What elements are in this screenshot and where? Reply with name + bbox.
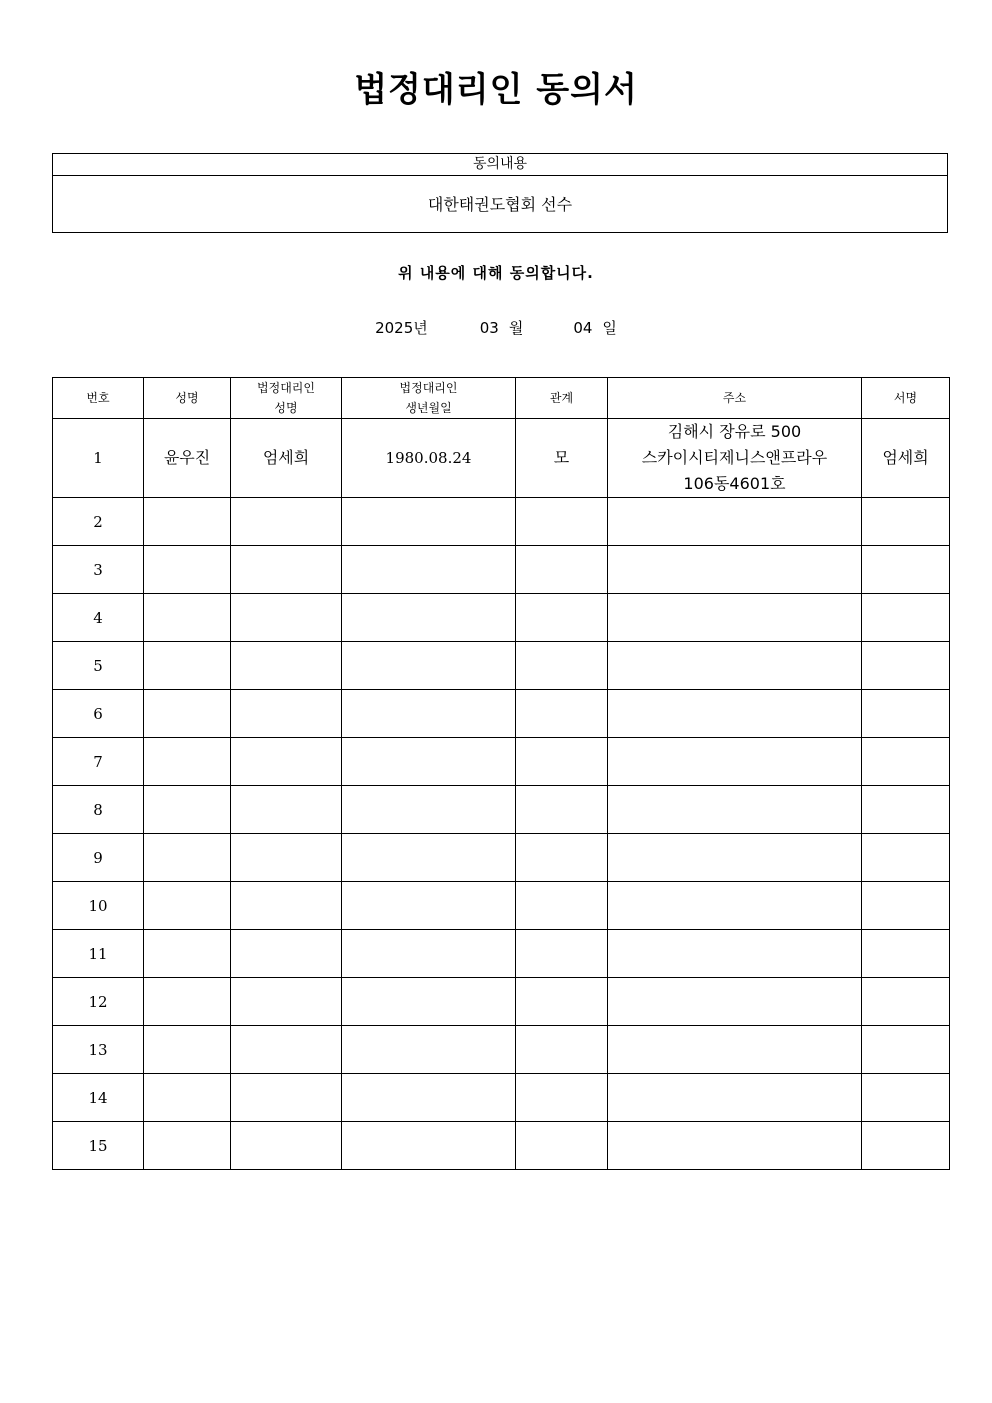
cell-rep-name: [231, 738, 342, 786]
cell-rep-name: [231, 546, 342, 594]
cell-address: [608, 834, 862, 882]
date-day-value: 04: [573, 319, 593, 337]
cell-rep-name: [231, 498, 342, 546]
cell-address: [608, 498, 862, 546]
cell-relation: [516, 642, 608, 690]
address-line: 김해시 장유로 500: [667, 422, 802, 441]
cell-no: 8: [53, 786, 144, 834]
header-address: 주소: [608, 378, 862, 419]
cell-name: [144, 1074, 231, 1122]
cell-relation: [516, 546, 608, 594]
cell-address: [608, 419, 862, 498]
cell-address: [608, 690, 862, 738]
cell-no: 1: [53, 419, 144, 498]
cell-relation: [516, 594, 608, 642]
cell-signature: [862, 1026, 950, 1074]
cell-address: [608, 642, 862, 690]
cell-signature: [862, 834, 950, 882]
consent-content: 대한태권도협회 선수: [427, 195, 573, 214]
cell-signature: [862, 738, 950, 786]
cell-no: 3: [53, 546, 144, 594]
cell-name: [144, 882, 231, 930]
cell-rep-birth: [342, 690, 516, 738]
cell-name: [144, 1026, 231, 1074]
cell-signature: [862, 978, 950, 1026]
cell-rep-birth: [342, 594, 516, 642]
cell-no: 5: [53, 642, 144, 690]
cell-address: [608, 882, 862, 930]
table-row: [53, 882, 950, 930]
cell-address: [608, 1122, 862, 1170]
cell-relation: [516, 834, 608, 882]
cell-rep-birth: [342, 1074, 516, 1122]
table-body: [53, 419, 950, 1170]
cell-rep-name: [231, 1074, 342, 1122]
cell-rep-name: [231, 1026, 342, 1074]
header-rep-name: [231, 378, 342, 419]
cell-rep-name: [231, 882, 342, 930]
cell-relation: [516, 498, 608, 546]
table-row: [53, 546, 950, 594]
cell-rep-birth: [342, 930, 516, 978]
cell-signature: [862, 786, 950, 834]
cell-rep-birth: [342, 642, 516, 690]
cell-relation: 모: [516, 419, 608, 498]
representative-table: [52, 377, 950, 1170]
cell-rep-name: [231, 930, 342, 978]
cell-no: 2: [53, 498, 144, 546]
cell-signature: [862, 642, 950, 690]
cell-relation: [516, 882, 608, 930]
cell-relation: [516, 1026, 608, 1074]
cell-address: [608, 786, 862, 834]
cell-relation: [516, 1122, 608, 1170]
cell-signature: [862, 930, 950, 978]
cell-relation: [516, 690, 608, 738]
cell-name: [144, 834, 231, 882]
cell-signature: [862, 498, 950, 546]
cell-no: 9: [53, 834, 144, 882]
cell-no: 15: [53, 1122, 144, 1170]
cell-rep-name: 엄세희: [231, 419, 342, 498]
table-row: [53, 498, 950, 546]
cell-no: 13: [53, 1026, 144, 1074]
header-rep-birth: [342, 378, 516, 419]
cell-name: [144, 738, 231, 786]
cell-no: 11: [53, 930, 144, 978]
consent-box: [52, 153, 948, 233]
cell-rep-birth: [342, 738, 516, 786]
cell-rep-name: [231, 978, 342, 1026]
table-row: [53, 978, 950, 1026]
cell-address: [608, 738, 862, 786]
cell-signature: [862, 690, 950, 738]
address-line: 106동4601호: [683, 474, 786, 493]
cell-name: 윤우진: [144, 419, 231, 498]
cell-rep-birth: [342, 786, 516, 834]
page-title: 법정대리인 동의서: [354, 70, 638, 110]
cell-signature: [862, 546, 950, 594]
cell-signature: [862, 1122, 950, 1170]
table-row: [53, 690, 950, 738]
header-name: 성명: [144, 378, 231, 419]
cell-no: 12: [53, 978, 144, 1026]
cell-no: 10: [53, 882, 144, 930]
date-month-value: 03: [479, 319, 499, 337]
header-rep-birth-line1: 법정대리인: [399, 381, 458, 395]
agreement-statement: 위 내용에 대해 동의합니다.: [398, 264, 594, 282]
cell-rep-birth: [342, 546, 516, 594]
cell-name: [144, 1122, 231, 1170]
table-row: [53, 419, 950, 498]
cell-address: [608, 978, 862, 1026]
cell-name: [144, 546, 231, 594]
cell-name: [144, 786, 231, 834]
date-year: 2025년: [375, 319, 428, 337]
cell-rep-name: [231, 594, 342, 642]
table-row: [53, 1026, 950, 1074]
date-day-unit: 일: [602, 319, 617, 337]
cell-name: [144, 642, 231, 690]
cell-relation: [516, 978, 608, 1026]
cell-rep-birth: 1980.08.24: [342, 419, 516, 498]
consent-header: 동의내용: [53, 154, 947, 176]
cell-name: [144, 930, 231, 978]
table-row: [53, 834, 950, 882]
header-rep-name-line2: 성명: [274, 401, 298, 415]
table-row: [53, 642, 950, 690]
table-row: [53, 594, 950, 642]
table-row: [53, 1122, 950, 1170]
table-row: [53, 786, 950, 834]
cell-relation: [516, 786, 608, 834]
cell-relation: [516, 738, 608, 786]
header-rep-name-line1: 법정대리인: [257, 381, 315, 395]
cell-address: [608, 1026, 862, 1074]
cell-no: 6: [53, 690, 144, 738]
cell-signature: [862, 882, 950, 930]
cell-name: [144, 594, 231, 642]
cell-signature: 엄세희: [862, 419, 950, 498]
cell-rep-birth: [342, 834, 516, 882]
cell-rep-birth: [342, 882, 516, 930]
cell-name: [144, 498, 231, 546]
table-header-row: [53, 378, 950, 419]
header-signature: 서명: [862, 378, 950, 419]
cell-name: [144, 978, 231, 1026]
cell-rep-name: [231, 642, 342, 690]
table-row: [53, 738, 950, 786]
cell-no: 4: [53, 594, 144, 642]
cell-signature: [862, 594, 950, 642]
cell-rep-name: [231, 786, 342, 834]
cell-relation: [516, 930, 608, 978]
cell-signature: [862, 1074, 950, 1122]
header-no: 번호: [53, 378, 144, 419]
table-row: [53, 930, 950, 978]
header-rep-birth-line2: 생년월일: [405, 401, 452, 415]
cell-rep-name: [231, 690, 342, 738]
date-month-unit: 월: [508, 319, 524, 337]
cell-rep-birth: [342, 978, 516, 1026]
cell-name: [144, 690, 231, 738]
cell-rep-birth: [342, 1026, 516, 1074]
cell-address: [608, 546, 862, 594]
address-line: 스카이시티제니스앤프라우: [641, 448, 828, 467]
cell-address: [608, 1074, 862, 1122]
table-row: [53, 1074, 950, 1122]
cell-rep-name: [231, 1122, 342, 1170]
cell-address: [608, 930, 862, 978]
cell-no: 7: [53, 738, 144, 786]
header-relation: 관계: [516, 378, 608, 419]
cell-address: [608, 594, 862, 642]
cell-no: 14: [53, 1074, 144, 1122]
cell-rep-name: [231, 834, 342, 882]
cell-rep-birth: [342, 1122, 516, 1170]
date-line: [0, 317, 992, 338]
cell-relation: [516, 1074, 608, 1122]
cell-rep-birth: [342, 498, 516, 546]
